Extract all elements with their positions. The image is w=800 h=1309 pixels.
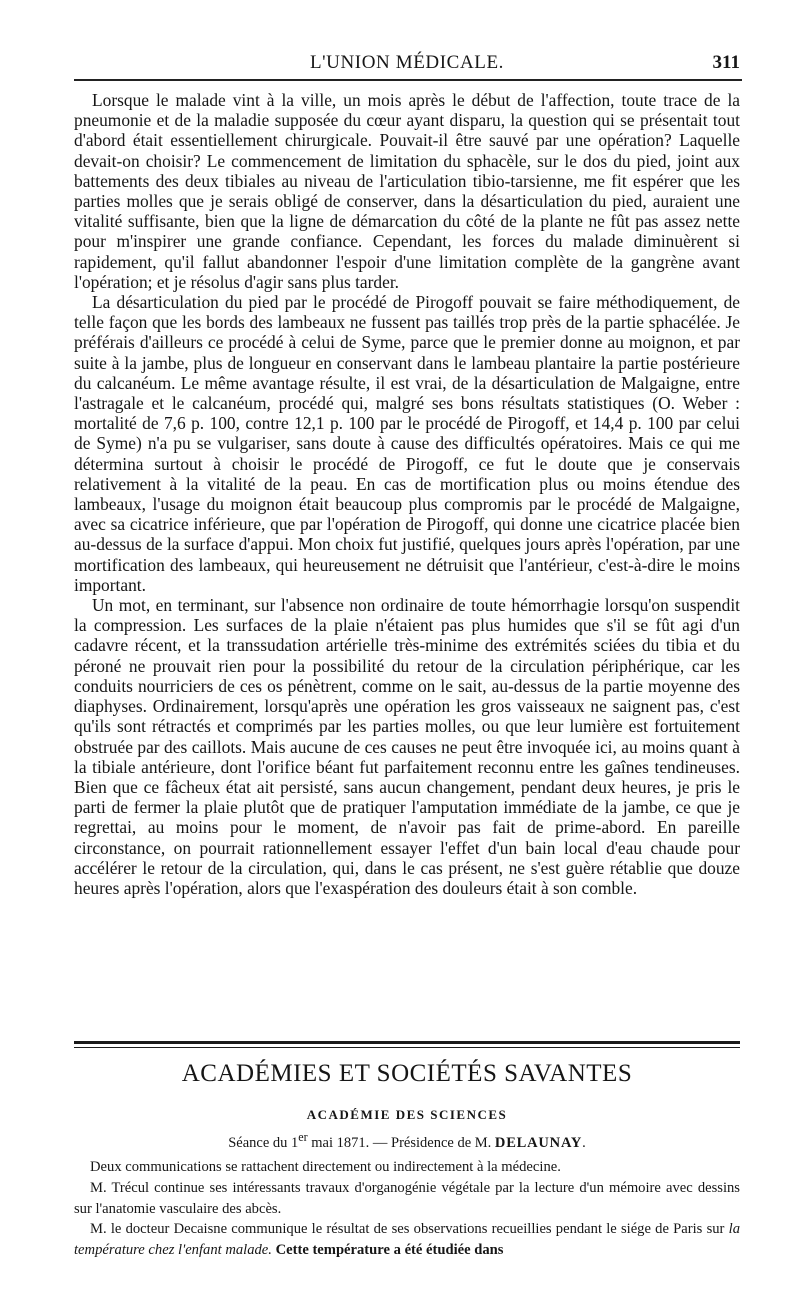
report-paragraph xyxy=(74,1219,740,1261)
session-report xyxy=(74,1157,740,1261)
report-paragraph: M. Trécul continue ses intéressants travaux d'organogénie végétale par la lecture d'un mémoire avec dessins sur l'anatomie vasculaire des abcès. xyxy=(74,1179,740,1217)
page-number: 311 xyxy=(712,52,740,73)
running-title: L'UNION MÉDICALE. xyxy=(309,52,505,73)
report-paragraph: Deux communications se rattachent directement ou indirectement à la médecine. xyxy=(90,1159,561,1175)
article-body xyxy=(74,90,740,898)
session-info: mai 1871. — Présidence de M. xyxy=(307,1134,495,1151)
session-date-suffix: er xyxy=(298,1130,308,1144)
session-date: Séance du 1 xyxy=(228,1134,299,1151)
report-title-italic: la température chez l'enfant malade. xyxy=(74,1221,740,1259)
report-text-start: M. le docteur Decaisne communique le résultat de ses observations recueillies pendant le siége de Paris sur xyxy=(90,1221,729,1238)
section-title: ACADÉMIES ET SOCIÉTÉS SAVANTES xyxy=(181,1060,633,1087)
article-paragraph: Un mot, en terminant, sur l'absence non ordinaire de toute hémorrhagie lorsqu'on suspendit la compression. Les surfaces de la plaie n'étaient pas plus humides que s'il se fût agi d'un cadavre récent, et la transsudation artérielle très-minime des extrémités sciées du tibia et du péroné ne prouvait rien pour la possibilité du retour de la circulation périphérique, car les conduits nourriciers de ces os pénètrent, comme on le sait, au-dessus de la partie moyenne des diaphyses. Ordinairement, lorsqu'après une opération les gros vaisseaux ne saignent pas, c'est qu'ils sont rétractés et comprimés par les parties molles, ou que leur lumière est fortuitement obstruée par des caillots. Mais aucune de ces causes ne peut être invoquée ici, au moins quant à la tibiale antérieure, dont l'orifice béant fut parfaitement reconnu entre les gaînes tendineuses. Bien que ce fâcheux état ait persisté, sans aucun changement, pendant deux heures, je pris le parti de fermer la plaie plutôt que de pratiquer l'amputation immédiate de la jambe, ce que je regrettai, au moins pour le moment, de n'avoir pas fait de prime-abord. En pareille circonstance, on pourrait rationnellement essayer l'effet d'un bain local d'eau chaude pour accélérer le retour de la circulation, qui, dans le cas présent, ne s'est guère rétablie que douze heures après l'opération, alors que l'exaspération des douleurs était à son comble. xyxy=(74,595,740,898)
president-name: DELAUNAY xyxy=(494,1134,583,1151)
running-head xyxy=(74,52,740,76)
article-paragraph: Lorsque le malade vint à la ville, un mois après le début de l'affection, toute trace de la pneumonie et de la maladie supposée du cœur ayant disparu, la question qui se présentait tout d'abord était essentiellement chirurgicale. Pouvait-il être sauvé par une opération? Laquelle devait-on choisir? Le commencement de limitation du sphacèle, sur le dos du pied, joint aux battements des deux tibiales au niveau de l'articulation tibio-tarsienne, me fit espérer que les parties molles que je serais obligé de conserver, dans la désarticulation du pied, auraient une vitalité suffisante, bien que la ligne de démarcation du côté de la plante ne fût pas assez nette pour m'inspirer une grande confiance. Cependant, les forces du malade diminuèrent si rapidement, qu'il fallut abandonner l'espoir d'une limitation complète de la gangrène avant l'opération; et je résolus d'agir sans plus tarder. xyxy=(74,90,740,292)
academy-title: ACADÉMIE DES SCIENCES xyxy=(306,1107,508,1122)
report-text-end: Cette température a été étudiée dans xyxy=(271,1242,504,1259)
session-line xyxy=(74,1130,740,1152)
article-paragraph: La désarticulation du pied par le procédé de Pirogoff pouvait se faire méthodiquement, de telle façon que les bords des lambeaux ne fussent pas taillés trop près de la partie sphacélée. Je préférais d'ailleurs ce procédé à celui de Syme, parce que le premier donne au moignon, et par suite à la jambe, plus de longueur en conservant dans le lambeau plantaire la partie postérieure du calcanéum. Le même avantage résulte, il est vrai, de la désarticulation de Malgaigne, entre l'astragale et le calcanéum, procédé qui, malgré ses bons résultats statistiques (O. Weber : mortalité de 7,6 p. 100, contre 12,1 p. 100 par le procédé de Pirogoff, et 14,4 p. 100 par celui de Syme) n'a pu se vulgariser, sans doute à cause des difficultés opératoires. Mais ce qui me détermina surtout à choisir le procédé de Pirogoff, ce fut le doute que je conservais relativement à la vitalité de la peau. En cas de mortification plus ou moins étendue des lambeaux, l'usage du moignon était beaucoup plus compromis par le procédé de Malgaigne, avec sa cicatrice inférieure, que par l'opération de Pirogoff, qui donne une cicatrice placée bien au-dessus de la surface d'appui. Mon choix fut justifié, quelques jours après l'opération, par une mortification des lambeaux, qui heureusement ne détruisit que l'antérieur, c'est-à-dire le moins important. xyxy=(74,292,740,595)
section-divider-thick xyxy=(74,1041,740,1044)
header-rule xyxy=(74,79,742,81)
session-end: . xyxy=(582,1134,586,1151)
section-divider-thin xyxy=(74,1047,740,1048)
